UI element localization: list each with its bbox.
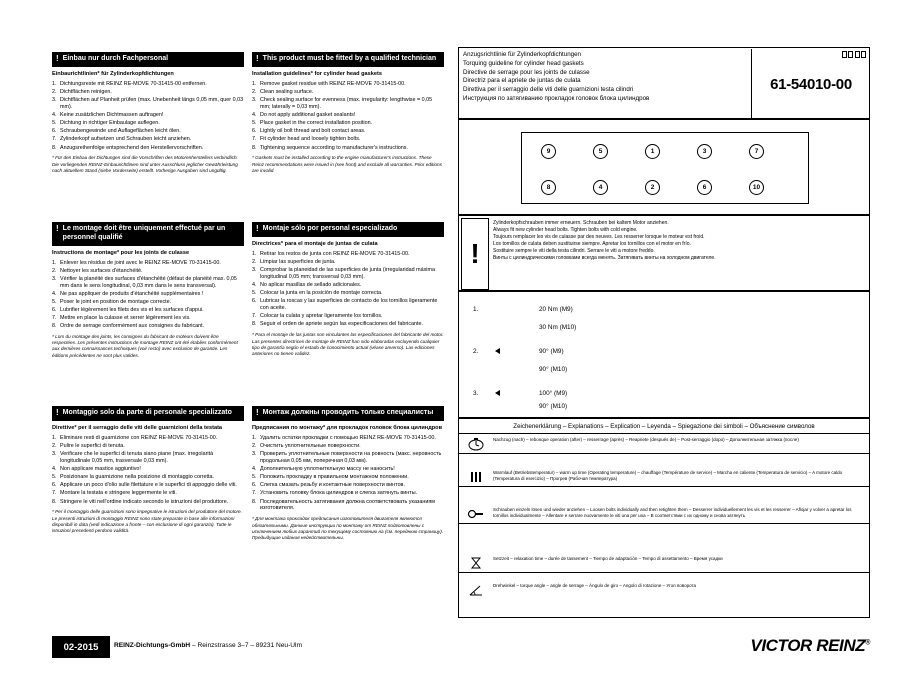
list-item: 7. Zylinderkopf aufsetzen und Schrauben leicht anziehen. [52, 136, 192, 143]
registered-mark: ® [865, 639, 870, 647]
warning-line-en: Always fit new cylinder head bolts. Tighten bolts with cold engine. [493, 227, 638, 234]
list-item: 7. Mettre en place la culasse et serrer légèrement les vis. [52, 315, 191, 322]
bolt-position: 8 [541, 180, 556, 195]
torque-step-number: 2. [473, 348, 479, 355]
title-panel [458, 47, 870, 119]
cylinder-head-outline [521, 132, 809, 204]
legend-row [459, 434, 869, 454]
list-item: 8. Stringere le viti nell'ordine indicato secondo le istruzioni del produttore. [52, 498, 229, 505]
bolt-position: 5 [593, 144, 608, 159]
legend-row [459, 504, 869, 524]
warning-line-fr: Toujours remplacer les vis de culasse par des neuves. Les resserrer lorsque le moteur est froid. [493, 234, 705, 241]
torque-value: 20 Nm (M9) [539, 306, 573, 313]
list-item: 7. Fit cylinder head and loosely tighten bolts. [252, 136, 361, 143]
list-item: 1. Remove gasket residue with REINZ RE-MOVE 70-31415-00. [252, 81, 406, 88]
list-item: 8. Seguir el orden de apriete según las especificaciones del fabricante. [252, 321, 424, 328]
list-item: 4. Non applicare mastice aggiuntivo! [52, 466, 141, 473]
section-header-label: Montaje sólo por personal especializado [262, 225, 398, 232]
section-header-german [52, 52, 244, 67]
torque-value: 30 Nm (M10) [539, 324, 577, 331]
list-item: 3. Vérifier la planéité des surfaces d'étanchéité (défaut de planéité max. 0,05 mm dans le sens longitudinal, 0,03 mm dans le sens transversal). [52, 275, 237, 289]
list-item: 5. Poser le joint en position de montage correcte. [52, 299, 172, 306]
footnote: * Para el montaje de las juntas son vinculantes las especificaciones del fabricante del motor. Las presentes directrices de montaje de REINZ han sido elaboradas excluyendo cualquier tipo de garantía según el estado de conocimiento actual (véase anverso). Las ediciones anteriores no tienen validez. [252, 332, 444, 356]
list-item: 2. Clean sealing surface. [252, 89, 314, 96]
bolt-position: 4 [593, 180, 608, 195]
footnote: * Для монтажа прокладок предписания изготовителя двигателя являются обязательными. Данные инструкции по монтажу от REINZ подготовлены с исключением любых гарантий по текущему состоянию на (см. переднюю страницу). Предыдущие издания недействительны. [252, 516, 444, 540]
torque-value: 90° (M10) [539, 366, 568, 373]
list-item: 6. Слегка смазать резьбу и контактные поверхности винтов. [252, 482, 405, 489]
warning-line-ru: Винты с цилиндрическими головками всегда менять. Затягивать винты на холодном двигателе. [493, 255, 716, 262]
torque-value: 90° (M10) [539, 403, 568, 410]
address-detail: – Reinzstrasse 3–7 – 89231 Neu-Ulm [192, 642, 302, 649]
legend-row [459, 467, 869, 487]
torque-value: 90° (M9) [539, 348, 564, 355]
list-item: 4. Do not apply additional gasket sealants! [252, 112, 356, 119]
section-header-italian [52, 406, 244, 421]
exclamation-icon: ! [56, 54, 59, 63]
exclamation-icon: ! [256, 224, 259, 233]
list-item: 8. Последовательность затягивания должна соответствовать указаниям изготовителя. [252, 498, 435, 512]
exclamation-icon: ! [461, 218, 489, 290]
section-header-russian [252, 406, 444, 421]
section-subtitle: Directrices* para el montaje de juntas de culata [252, 240, 378, 247]
instruction-list-italian [52, 435, 244, 505]
section-header-spanish [252, 222, 444, 237]
legend-row [459, 553, 869, 573]
list-item: 4. No aplicar masillas de sellado adicionales. [252, 282, 362, 289]
issue-date-badge: 02-2015 [52, 636, 110, 658]
list-item: 1. Dichtungsreste mit REINZ RE-MOVE 70-31415-00 entfernen. [52, 81, 207, 88]
title-line-en: Torquing guideline for cylinder head gaskets [463, 59, 584, 67]
list-item: 4. Ne pas appliquer de produits d'étanchéité supplémentaires ! [52, 290, 204, 297]
bolt-sequence-diagram [458, 119, 870, 215]
list-item: 3. Comprobar la planeidad de las superficies de junta (irregularidad máxima longitudinal 0,05 mm; transversal 0,03 mm). [252, 267, 435, 281]
torque-value: 100° (M9) [539, 390, 568, 397]
section-italian-installation [52, 406, 244, 534]
instruction-list-english [252, 81, 444, 151]
angle-icon [461, 583, 491, 597]
instruction-list-russian [252, 435, 444, 512]
list-item: 6. Lubricar la roscas y las superficies de contacto de los tornillos ligeramente con aceite. [252, 298, 438, 312]
section-header-label: This product must be fitted by a qualified technician [262, 55, 437, 62]
list-item: 8. Tightening sequence according to manufacturer's instructions. [252, 144, 408, 151]
list-item: 2. Pulire le superfici di tenuta. [52, 443, 125, 450]
footnote: * Per il montaggio delle guarnizioni sono impegnative le istruzioni del produttore del motore. Le presenti istruzioni di montaggio REINZ sono state preparate in base alle informazioni disponibili in data (vedi indicazione a fronte – con esclusione di ogni garanzia). Tutte le istruzioni precedenti perdono validità. [52, 509, 242, 533]
title-line-es: Directriz para el apriete de juntas de culata [463, 77, 581, 85]
legend-row [459, 580, 869, 599]
section-header-label: Einbau nur durch Fachpersonal [62, 55, 169, 62]
angle-icon [495, 348, 500, 355]
section-header-label: Le montage doit être uniquement effectué par un personnel qualifié [62, 225, 226, 241]
title-line-ru: Инструкция по затягиванию прокладок головок блока цилиндров [463, 94, 650, 102]
bolt-position: 2 [645, 180, 660, 195]
list-item: 2. Dichtflächen reinigen. [52, 89, 112, 96]
section-header-french [52, 222, 244, 246]
instruction-list-french [52, 260, 244, 330]
brand-name: VICTOR REINZ [750, 636, 866, 655]
list-item: 5. Положить прокладку в правильном монтажном положении. [252, 474, 409, 481]
list-item: 6. Schraubengewinde und Auflageflächen leicht ölen. [52, 128, 181, 135]
section-german-installation [52, 52, 244, 174]
list-item: 1. Удалить остатки прокладки с помощью REINZ RE-MOVE 70-31415-00. [252, 435, 436, 442]
warning-line-de: Zylinderkopfschrauben immer erneuern. Schrauben bei kaltem Motor anziehen. [493, 220, 669, 226]
section-subtitle: Installation guidelines* for cylinder head gaskets [252, 70, 382, 77]
exclamation-icon: ! [256, 54, 259, 63]
warning-text [493, 220, 867, 263]
footer [52, 636, 870, 658]
list-item: 3. Check sealing surface for evenness (max. irregularity: lengthwise = 0,05 mm; laterally = 0,03 mm). [252, 97, 433, 111]
list-item: 7. Установить головку блока цилиндров и слегка затянуть винты. [252, 490, 418, 497]
bolt-position: 6 [697, 180, 712, 195]
bolt-position: 7 [749, 144, 764, 159]
legend-text: Schrauben einzeln lösen und wieder anziehen – Loosen bolts individually and then retighten them – Desserrer individuellement les vis et les resserrer – Aflojar y volver a apretar los tornillos individualmente – Allentare e serrare nuovamente le viti una per una – В соответствии с их одному и снова затянуть [493, 506, 852, 518]
list-item: 8. Ordre de serrage conformément aux consignes du fabricant. [52, 323, 205, 330]
warning-panel [458, 215, 870, 291]
legend-panel [458, 418, 870, 618]
hourglass-icon [461, 556, 491, 570]
list-item: 7. Colocar la culata y apretar ligeramente los tornillos. [252, 313, 383, 320]
section-header-label: Montaggio solo da parte di personale specializzato [62, 409, 232, 416]
list-item: 1. Eliminare resti di guarnizione con REINZ RE-MOVE 70-31415-00. [52, 435, 218, 442]
stopwatch-icon [461, 437, 491, 451]
legend-text: Drehwinkel – torque angle – angle de serrage – Ángulo de giro – Angolo di rotazione – Угол поворота [493, 582, 697, 588]
list-item: 1. Retirar los restos de junta con REINZ RE-MOVE 70-31415-00. [252, 251, 410, 258]
list-item: 3. Dichtflächen auf Planheit prüfen (max. Unebenheit längs 0,05 mm, quer 0,03 mm). [52, 97, 244, 111]
title-line-fr: Directive de serrage pour les joints de culasse [463, 68, 590, 76]
brand-logo [750, 636, 870, 656]
angle-icon [495, 390, 500, 397]
legend-text: Setzzeit – relaxation time – durée de tassement – Tiempo de adaptación – Tempo di assettamento – Время усадки [493, 555, 723, 561]
list-item: 6. Lubrifier légèrement les filets des vis et les surfaces d'appui. [52, 307, 204, 314]
bolt-position: 1 [645, 144, 660, 159]
footnote: * Gaskets must be installed according to the engine manufacturer's instructions. These Reinz recommendations were issued in (see front) and exclude all warranties. Prior editions are invalid. [252, 155, 442, 173]
list-item: 5. Colocar la junta en la posición de montaje correcta. [252, 290, 383, 297]
torque-step-number: 1. [473, 306, 479, 313]
legend-header: Zeichenerklärung – Explanations – Explication – Leyenda – Spiegazione dei simboli – Объяснение символов [459, 419, 869, 434]
list-item: 6. Lightly oil bolt thread and bolt contact areas. [252, 128, 366, 135]
legend-text: Warmlauf (Betriebstemperatur) – warm up time (Operating temperature) – chauffage (Température de service) – Marcha en caliente (Temperatura de servicio) – A motore caldo (Temperatura di esercizio) – Прогрев (Рабочая температура) [493, 469, 843, 481]
section-subtitle: Instructions de montage* pour les joints de culasse [52, 249, 190, 256]
torque-step-number: 3. [473, 390, 479, 397]
list-item: 7. Montare la testata e stringere leggermente le viti. [52, 490, 177, 497]
bolt-position: 9 [541, 144, 556, 159]
section-spanish-installation [252, 222, 444, 357]
list-item: 3. Verificare che le superfici di tenuta siano piane (max. irregolarità longitudinale 0,05 mm, trasversale 0,03 mm). [52, 451, 214, 465]
list-item: 8. Anzugsreihenfolge entsprechend den Herstellervorschriften. [52, 144, 204, 151]
warning-line-es: Los tornillos de culata deben sustituirse siempre. Apretar los tornillos con el motor en frío. [493, 241, 691, 248]
list-item: 6. Applicare un poco d'olio sulle filettature e le superfici di appoggio delle viti. [52, 482, 237, 489]
torque-sequence-table [458, 291, 870, 418]
legend-text: Nachzug (nach) – rebonque operation (after) – resserrage (après) – Reapriete (después de) – Post-serraggio (dopo) – Дополнительная затяжка (после) [493, 436, 799, 442]
company-address [114, 642, 302, 649]
section-subtitle: Предписания по монтажу* для прокладок головок блока цилиндров [252, 424, 443, 431]
list-item: 4. Дополнительную уплотнительную массу не наносить! [252, 466, 395, 473]
footnote: * Für den Einbau der Dichtungen sind die Vorschriften des Motorenherstellers verbindlich. Die vorliegenden REINZ-Einbaurichtlinien sind unter Ausschluss jeglicher Gewährleistung nach aktuellem Stand (siehe Vorderseite) erstellt. Vorherige Ausgaben sind ungültig. [52, 155, 238, 173]
exclamation-icon: ! [256, 408, 259, 417]
title-line-it: Direttiva per il serraggio delle viti delle guarnizioni testa cilindri [463, 86, 634, 94]
bolt-position: 3 [697, 144, 712, 159]
list-item: 5. Dichtung in richtiger Einbaulage auflegen. [52, 120, 160, 127]
title-line-de: Anzugsrichtlinie für Zylinderkopfdichtungen [463, 51, 581, 58]
exclamation-icon: ! [56, 408, 59, 417]
list-item: 5. Place gasket in the correct installation position. [252, 120, 373, 127]
section-subtitle: Direttive* per il serraggio delle viti delle guarnizioni della testata [52, 424, 223, 431]
footnote: * Lors du montage des joints, les consignes du fabricant de moteurs doivent être respectées. Les présentes instructions de montage REINZ ont été établies conformément aux dernières connaissances techniques (voir recto) avec exclusion de garantie. Les éditions précédentes ne sont plus valides. [52, 334, 238, 358]
part-number: 61-54010-00 [751, 49, 870, 119]
section-subtitle: Einbaurichtlinien* für Zylinderkopfdichtungen [52, 70, 174, 77]
warning-line-it: Sostituire sempre le viti della testa cilindri. Serrare le viti a motore freddo. [493, 248, 655, 255]
list-item: 2. Очистить уплотнительные поверхности. [252, 443, 361, 450]
section-russian-installation [252, 406, 444, 541]
section-header-english [252, 52, 444, 67]
company-name: REINZ-Dichtungs-GmbH [114, 642, 191, 649]
wrench-icon [461, 507, 491, 521]
section-french-installation [52, 222, 244, 359]
instruction-list-spanish [252, 251, 444, 328]
list-item: 3. Проверить уплотнительные поверхности на ровность (макс. неровность продольная 0,05 мм, поперечная 0,03 мм). [252, 451, 442, 465]
thermometer-icon [461, 470, 491, 484]
section-header-label: Монтаж должны проводить только специалисты [262, 409, 434, 416]
list-item: 4. Keine zusätzlichen Dichtmassen auftragen! [52, 112, 164, 119]
exclamation-icon: ! [56, 224, 59, 233]
list-item: 2. Nettoyer les surfaces d'étanchéité. [52, 267, 143, 274]
section-english-installation [252, 52, 444, 174]
bolt-position: 10 [749, 180, 764, 195]
title-language-lines [463, 51, 743, 104]
instruction-list-german [52, 81, 244, 151]
list-item: 2. Limpiar las superficies de junta. [252, 259, 336, 266]
list-item: 1. Enlever les résidus de joint avec le REINZ RE-MOVE 70-31415-00. [52, 259, 221, 266]
list-item: 5. Posizionare la guarnizione nella posizione di montaggio corretta. [52, 474, 215, 481]
